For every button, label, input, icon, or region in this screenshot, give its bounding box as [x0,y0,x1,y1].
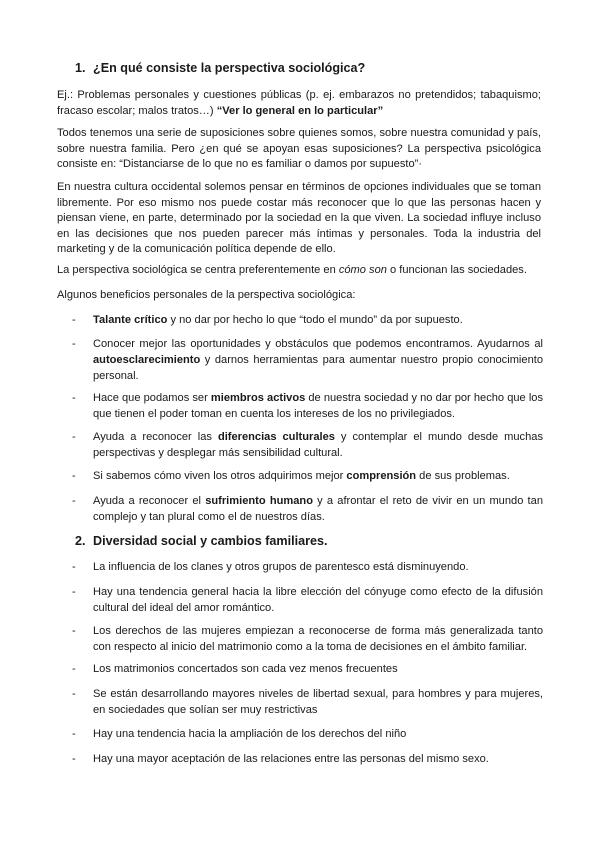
list-item-text: Se están desarrollando mayores niveles de libertad sexual, para hombres y para mujeres, en sociedades que solían ser muy restrictivas [93,688,543,717]
list-item-bold: sufrimiento humano [205,495,313,507]
list-item-bold: diferencias culturales [217,431,335,443]
list-item [72,493,543,525]
section-2-heading [75,534,328,548]
list-item-bold: Talante crítico [93,314,168,326]
list-item-text: Hay una tendencia hacia la ampliación de los derechos del niño [93,728,407,740]
list-dash: - [72,688,76,700]
list-dash: - [72,728,76,740]
paragraph-assumptions: Todos tenemos una serie de suposiciones sobre quienes somos, sobre nuestra comunidad y país, sobre nuestra familia. Pero ¿en qué se apoyan esas suposiciones? La perspectiva psicológica consiste en: “Distanciarse de lo que no es familiar o damos por supuesto”· [57,127,541,171]
list-dash: - [72,314,76,326]
list-item-text: Hay una mayor aceptación de las relaciones entre las personas del mismo sexo. [93,753,489,765]
list-item [72,726,543,742]
paragraph-benefits-intro: Algunos beneficios personales de la perspectiva sociológica: [57,289,356,301]
list-dash: - [72,663,76,675]
list-item-bold: miembros activos [210,392,306,404]
section-1-title: ¿En qué consiste la perspectiva sociológica? [93,61,366,75]
list-item-text: y contemplar el mundo desde muchas perspectivas y desplegar más sensibilidad cultural. [93,431,543,460]
example-paragraph [57,88,541,119]
list-item-text: Ayuda a reconocer el [93,495,206,507]
list-item-text: La influencia de los clanes y otros grupos de parentesco está disminuyendo. [93,561,469,573]
list-item-text: de sus problemas. [416,470,510,482]
list-dash: - [72,431,76,443]
list-item [72,468,543,484]
section-1-number: 1. [75,61,86,75]
example-emphasis: “Ver lo general en lo particular” [216,104,384,117]
list-dash: - [72,495,76,507]
list-item-text: Hace que podamos ser [93,392,211,404]
list-item-text: Los matrimonios concertados son cada vez menos frecuentes [93,663,398,675]
paragraph-western-culture: En nuestra cultura occidental solemos pensar en términos de opciones individuales que se toman libremente. Por eso mismo nos puede costar más reconocer que lo que las personas hacen y piensan viene, en parte, determinado por la sociedad en la que viven. La sociedad influye incluso en las decisiones que nos pueden parecer más íntimas y personales. Toda la industria del marketing y de la comunicación política depende de ello. [57,181,541,256]
focus-text-after: o funcionan las sociedades. [386,264,527,276]
list-item [72,429,543,461]
list-item-text: Hay una tendencia general hacia la libre elección del cónyuge como efecto de la difusión cultural del ideal del amor romántico. [93,586,543,615]
list-dash: - [72,586,76,598]
list-item-text: y no dar por hecho lo que “todo el mundo” da por supuesto. [167,314,463,326]
paragraph-focus [57,263,541,279]
list-item-text: Los derechos de las mujeres empiezan a reconocerse de forma más generalizada tanto con respecto al inicio del matrimonio como a la toma de decisiones en el ámbito familiar. [93,625,543,654]
list-item-text: y a afrontar el reto de vivir en un mundo tan complejo y tan plural como el de nuestros días. [93,495,543,524]
list-item-text: Si sabemos cómo viven los otros adquirimos mejor [93,470,347,482]
section-2-number: 2. [75,534,86,548]
list-item [72,661,543,677]
list-item [72,559,543,575]
list-item-text: de nuestra sociedad y no dar por hecho que los que tienen el poder toman en cuenta los intereses de los no privilegiados. [93,392,543,421]
list-item-text: y darnos herramientas para aumentar nuestro propio conocimiento personal. [93,354,543,383]
section-2-title: Diversidad social y cambios familiares. [93,534,328,548]
list-item [72,390,543,422]
list-dash: - [72,392,76,404]
list-item [72,336,543,385]
section-1-heading [75,61,365,75]
list-dash: - [72,625,76,637]
list-dash: - [72,338,76,350]
list-item [72,312,543,328]
list-dash: - [72,753,76,765]
focus-text-italic: cómo son [338,264,387,276]
list-item [72,751,543,767]
list-dash: - [72,470,76,482]
list-dash: - [72,561,76,573]
list-item-bold: autoesclarecimiento [93,354,201,367]
list-item-text: Conocer mejor las oportunidades y obstáculos que podemos encontramos. Ayudarnos al [93,338,543,350]
list-item-bold: comprensión [346,470,417,482]
list-item [72,623,543,655]
focus-text-before: La perspectiva sociológica se centra preferentemente en [57,264,339,276]
list-item [72,584,543,616]
example-text: Ej.: Problemas personales y cuestiones públicas (p. ej. embarazos no pretendidos; tabaquismo; fracaso escolar; malos tratos…) [57,89,541,117]
list-item-text: Ayuda a reconocer las [93,431,218,443]
list-item [72,686,543,718]
